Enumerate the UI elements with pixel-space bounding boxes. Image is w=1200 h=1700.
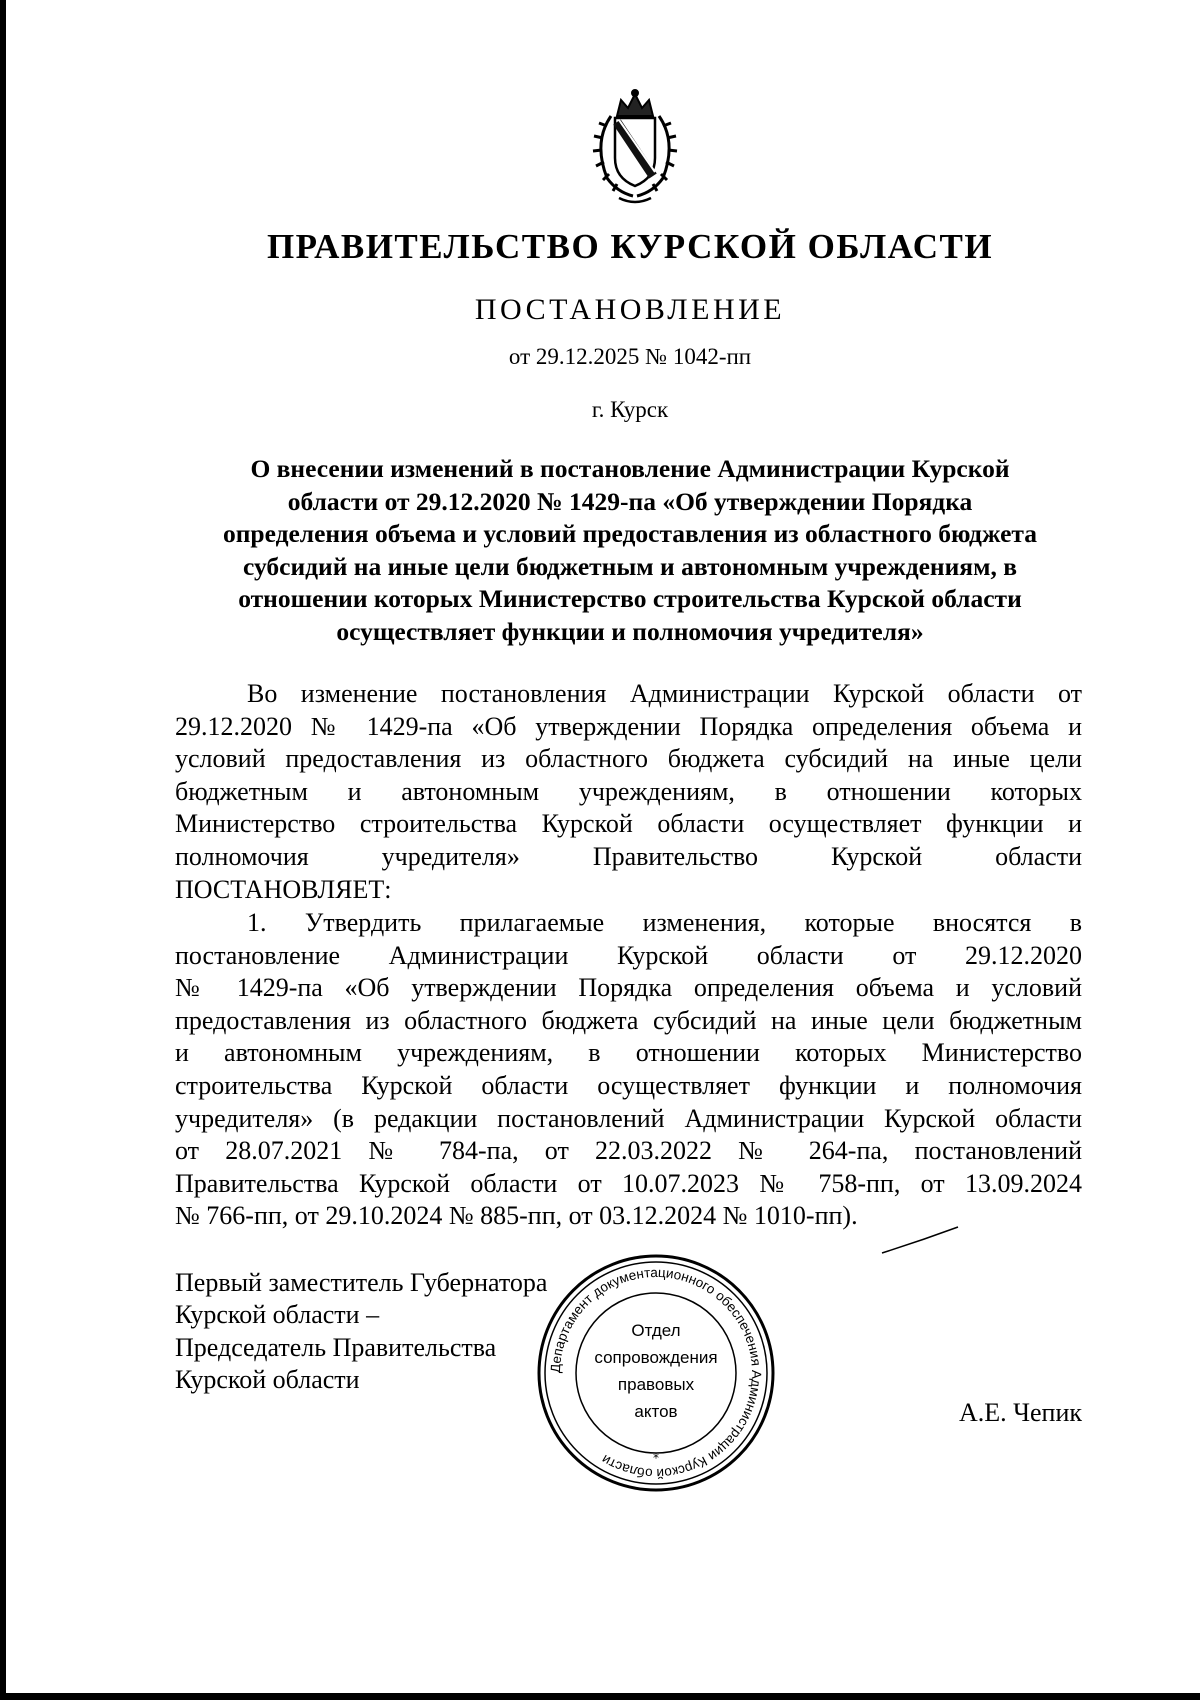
stamp-star-icon: *	[653, 1451, 659, 1465]
document-subject	[170, 453, 1090, 649]
preamble-line: Министерство строительства Курской области осуществляет функции и	[175, 809, 1082, 839]
preamble-line: бюджетным и автономным учреждениям, в отношении которых	[175, 776, 1082, 806]
preamble-paragraph	[175, 678, 1082, 906]
document-date-number: от 29.12.2025 № 1042-пп	[508, 344, 752, 369]
clause-line: предоставления из областного бюджета субсидий на иные цели бюджетным	[175, 1005, 1082, 1035]
subject-line: определения объема и условий предоставления из областного бюджета	[222, 519, 1038, 549]
preamble-line: ПОСТАНОВЛЯЕТ:	[175, 874, 392, 904]
signatory-name: А.Е. Чепик	[958, 1398, 1082, 1427]
stamp-inner-line: правовых	[617, 1375, 695, 1394]
signatory-position-line: Курской области	[175, 1365, 360, 1395]
preamble-line: условий предоставления из областного бюджета субсидий на иные цели	[175, 744, 1082, 774]
clause-line: и автономным учреждениям, в отношении которых Министерство	[175, 1038, 1082, 1068]
subject-line: осуществляет функции и полномочия учредителя»	[336, 616, 924, 646]
clause-line: Правительства Курской области от 10.07.2023 № 758-пп, от 13.09.2024	[175, 1168, 1082, 1198]
stamp-outer-text: Департамент документационного обеспечения Администрации Курской области	[547, 1264, 765, 1482]
preamble-line: 29.12.2020 № 1429-па «Об утверждении Порядка определения объема и	[175, 711, 1082, 741]
signatory-position	[175, 1267, 547, 1397]
clause-1-paragraph	[175, 907, 1082, 1233]
signatory-position-line: Курской области –	[175, 1300, 380, 1330]
signatory-position-line: Председатель Правительства	[175, 1332, 497, 1362]
subject-line: области от 29.12.2020 № 1429-па «Об утверждении Порядка	[287, 486, 973, 516]
clause-line: постановление Администрации Курской области от 29.12.2020	[175, 940, 1082, 970]
coat-of-arms-emblem	[573, 86, 697, 210]
subject-line: субсидий на иные цели бюджетным и автономным учреждениям, в	[242, 551, 1017, 581]
clause-line: от 28.07.2021 № 784-па, от 22.03.2022 № 264-па, постановлений	[175, 1136, 1082, 1166]
stamp-inner-line: Отдел	[631, 1321, 681, 1340]
office-stamp	[533, 1250, 779, 1496]
subject-line: отношении которых Министерство строительства Курской области	[238, 584, 1022, 614]
clause-line: № 1429-па «Об утверждении Порядка определения объема и условий	[175, 973, 1082, 1003]
subject-line: О внесении изменений в постановление Администрации Курской	[250, 454, 1010, 483]
signatory-position-line: Первый заместитель Губернатора	[175, 1268, 548, 1297]
preamble-line: Во изменение постановления Администрации Курской области от	[247, 679, 1082, 708]
clause-line: учредителя» (в редакции постановлений Администрации Курской области	[175, 1103, 1082, 1133]
clause-line: № 766-пп, от 29.10.2024 № 885-пп, от 03.12.2024 № 1010-пп).	[175, 1201, 858, 1231]
organization-title: ПРАВИТЕЛЬСТВО КУРСКОЙ ОБЛАСТИ	[266, 227, 994, 266]
scan-bottom-edge	[0, 1693, 1200, 1700]
clause-line: строительства Курской области осуществляет функции и полномочия	[175, 1070, 1082, 1100]
document-city: г. Курск	[591, 397, 669, 422]
stamp-inner-line: сопровождения	[594, 1348, 718, 1367]
document-type: ПОСТАНОВЛЕНИЕ	[474, 293, 786, 326]
clause-line: 1. Утвердить прилагаемые изменения, которые вносятся в	[247, 908, 1082, 937]
initial-stroke	[880, 1225, 960, 1255]
preamble-line: полномочия учредителя» Правительство Курской области	[175, 841, 1082, 871]
stamp-inner-line: актов	[634, 1402, 678, 1421]
scan-left-edge	[0, 0, 6, 1700]
